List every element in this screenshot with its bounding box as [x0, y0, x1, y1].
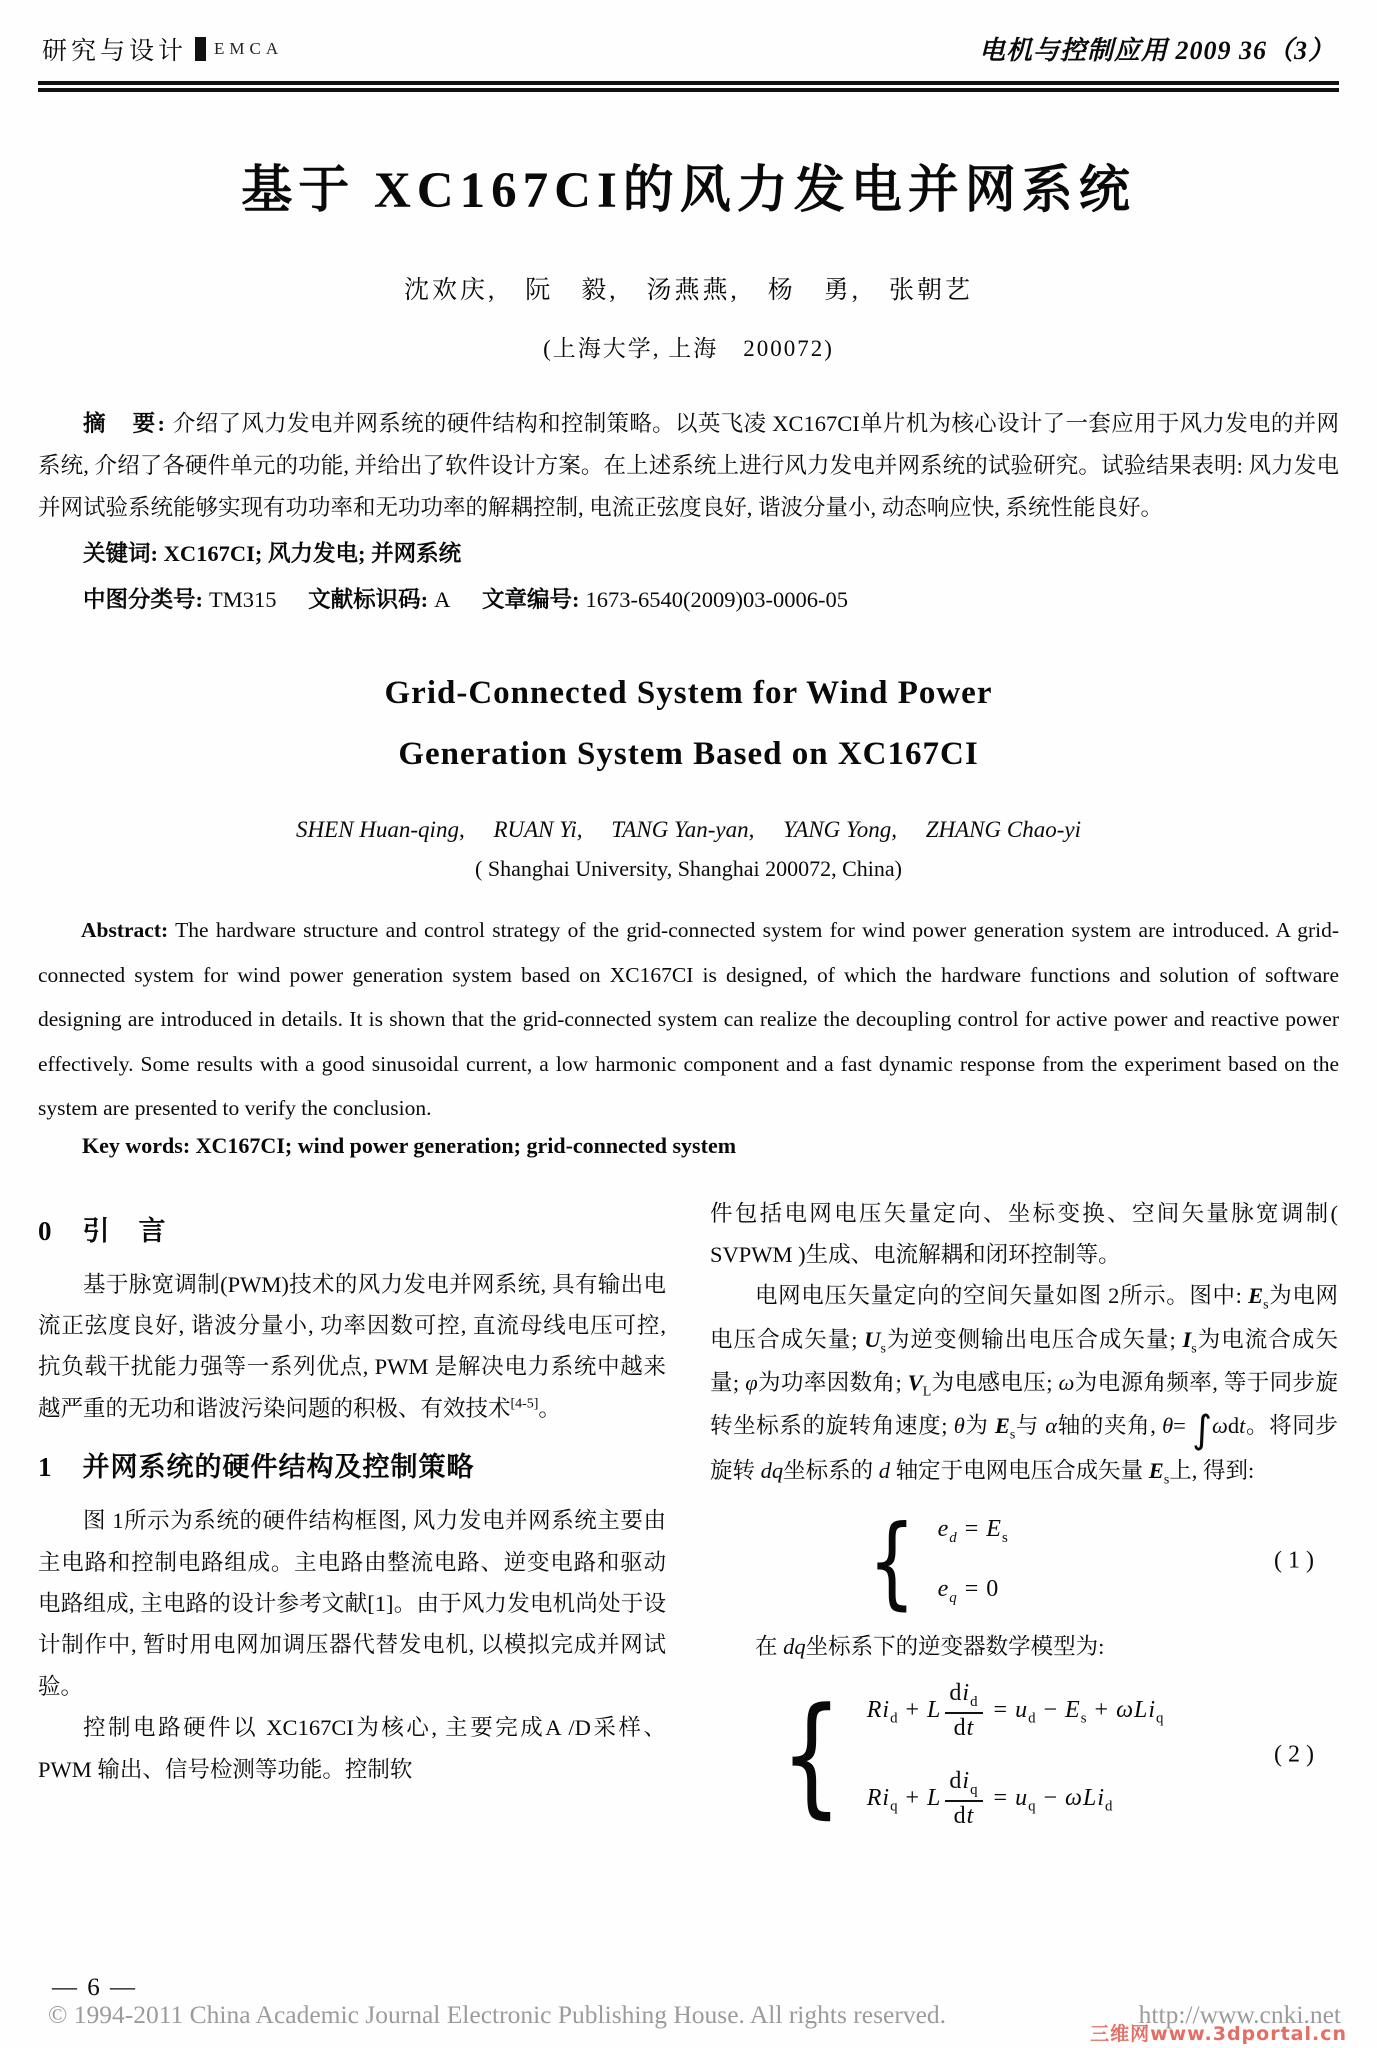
doc-code-pair: [308, 587, 450, 612]
article-id-label: 文章编号:: [482, 586, 580, 612]
paragraph-dq-model: 在 dq坐标系下的逆变器数学模型为:: [755, 1633, 1105, 1659]
equation-1: [860, 1503, 1338, 1620]
equation-1-row-2: $e_q = 0$: [937, 1576, 1000, 1607]
page-number: — 6 —: [52, 1974, 137, 2001]
abstract-text-en: The hardware structure and control strategy of the grid-connected system for wind power generation system are introduced. A grid-connected system for wind power generation system based on XC167CI is designed, of which the hardware functions and solution of software designing are introduced in details. It is shown that the grid-connected system can realize the decoupling control for active power and reactive power effectively. Some results with a good sinusoidal current, a low harmonic component and a fast dynamic response from the experiment based on the system are presented to verify the conclusion.: [38, 918, 1339, 1121]
article-id-pair: [482, 587, 848, 612]
equation-2-row-1: $Ri_d + L$ $\frac{di_d}{dt}$ = $u_d - E_s + \omega Li_q$: [866, 1679, 1165, 1741]
equation-2-number: ( 2 ): [1274, 1741, 1314, 1768]
keywords-text-cn: XC167CI; 风力发电; 并网系统: [158, 540, 462, 566]
article-title-en-line1: Grid-Connected System for Wind Power: [384, 675, 993, 712]
section-title: 并网系统的硬件结构及控制策略: [82, 1452, 475, 1483]
keywords-label-cn: 关键词:: [83, 540, 158, 566]
authors-en: SHEN Huan-qing, RUAN Yi, TANG Yan-yan, YANG Yong, ZHANG Chao-yi: [296, 817, 1081, 843]
authors-cn: 沈欢庆, 阮 毅, 汤燕燕, 杨 勇, 张朝艺: [403, 277, 973, 304]
equation-1-rows: [938, 1516, 1009, 1608]
keywords-label-en: Key words:: [82, 1132, 191, 1158]
keywords-en: [38, 1133, 1339, 1159]
paragraph-vector-orientation: 电网电压矢量定向的空间矢量如图 2所示。图中: $E_s$为电网电压合成矢量; $U_s$为逆变侧输出电压合成矢量; $I_s$为电流合成矢量; φ为功率因数角; $V_L$为电感电压; ω为电源角频率, 等于同步旋转坐标系的旋转角速度; θ为 $E_s$与 α轴的夹角, θ= ∫ωdt。将同步旋转 dq坐标系的 d 轴定于电网电压合成矢量 $E_s$上, 得到:: [710, 1283, 1338, 1488]
keywords-text-en: XC167CI; wind power generation; grid-connected system: [190, 1132, 737, 1158]
equation-1-number: ( 1 ): [1274, 1547, 1314, 1574]
right-column: [710, 1193, 1338, 1935]
journal-issue-label: 电机与控制应用 2009 36（3）: [978, 36, 1335, 65]
clc-label: 中图分类号:: [83, 586, 203, 612]
equation-brace: {: [867, 1502, 916, 1620]
section-label: 研究与设计: [42, 38, 188, 65]
running-head: [38, 26, 1339, 67]
equation-2-rows: [867, 1680, 1165, 1831]
two-column-body: [38, 1193, 1339, 1935]
article-title-en-line2: Generation System Based on XC167CI: [398, 736, 979, 773]
copyright-text: © 1994-2011 China Academic Journal Electronic Publishing House. All rights reserved.: [48, 2000, 947, 2029]
abstract-en: [38, 908, 1339, 1131]
doc-code-value: A: [434, 586, 451, 612]
watermark-text: 三维网www.3dportal.cn: [1090, 2023, 1347, 2045]
equation-2: [770, 1679, 1338, 1831]
header-bar-icon: [195, 37, 206, 61]
cnki-link[interactable]: http://www.cnki.net: [1138, 2000, 1341, 2029]
running-head-left: [42, 31, 283, 67]
article-id-value: 1673-6540(2009)03-0006-05: [585, 586, 848, 612]
clc-pair: [83, 587, 277, 612]
equation-1-row-1: $e_d = E_s$: [937, 1515, 1009, 1546]
classification-line: [38, 581, 1339, 619]
paragraph-intro: 基于脉宽调制(PWM)技术的风力发电并网系统, 具有输出电流正弦度良好, 谐波分量小, 功率因数可控, 直流母线电压可控, 抗负载干扰能力强等一系列优点, PWM 是解决电力系统中越来越严重的无功和谐波污染问题的积极、有效技术[4-5]。: [38, 1271, 666, 1421]
section-title: 引 言: [82, 1215, 167, 1246]
abstract-label-cn: 摘 要:: [83, 411, 167, 436]
section-heading-1: [38, 1445, 666, 1484]
affiliation-cn: (上海大学, 上海 200072): [543, 336, 834, 361]
equation-2-row-2: $Ri_q + L$ $\frac{di_q}{dt}$ = $u_q - \omega Li_d$: [866, 1768, 1114, 1830]
keywords-cn: [38, 535, 1339, 573]
abstract-cn: [38, 403, 1339, 529]
article-title-cn: 基于 XC167CI的风力发电并网系统: [241, 163, 1136, 219]
left-column: [38, 1193, 666, 1935]
section-heading-0: [38, 1209, 666, 1248]
article-title-en: [38, 663, 1339, 785]
equation-brace: {: [780, 1679, 843, 1832]
paragraph-control-circuit: 控制电路硬件以 XC167CI为核心, 主要完成A /D采样、PWM 输出、信号检测等功能。控制软: [38, 1715, 666, 1782]
clc-value: TM315: [209, 586, 277, 612]
paragraph-software-continued: 件包括电网电压矢量定向、坐标变换、空间矢量脉宽调制( SVPWM )生成、电流解耦和闭环控制等。: [710, 1200, 1338, 1268]
abstract-text-cn: 介绍了风力发电并网系统的硬件结构和控制策略。以英飞凌 XC167CI单片机为核心设计了一套应用于风力发电的并网系统, 介绍了各硬件单元的功能, 并给出了软件设计方案。在上述系统上进行风力发电并网系统的试验研究。试验结果表明: 风力发电并网试验系统能够实现有功功率和无功功率的解耦控制, 电流正弦度良好, 谐波分量小, 动态响应快, 系统性能良好。: [38, 411, 1339, 520]
doc-code-label: 文献标识码:: [308, 586, 429, 612]
double-rule-divider: [38, 81, 1339, 92]
paragraph-hardware: 图 1所示为系统的硬件结构框图, 风力发电并网系统主要由主电路和控制电路组成。主电路由整流电路、逆变电路和驱动电路组成, 主电路的设计参考文献[1]。由于风力发电机尚处于设计制作中, 暂时用电网加调压器代替发电机, 以模拟完成并网试验。: [38, 1508, 666, 1699]
abstract-label-en: Abstract:: [81, 918, 169, 943]
affiliation-en: ( Shanghai University, Shanghai 200072, China): [475, 856, 902, 882]
journal-abbreviation: EMCA: [214, 39, 284, 58]
section-number: 1: [38, 1452, 53, 1483]
section-number: 0: [38, 1215, 53, 1246]
